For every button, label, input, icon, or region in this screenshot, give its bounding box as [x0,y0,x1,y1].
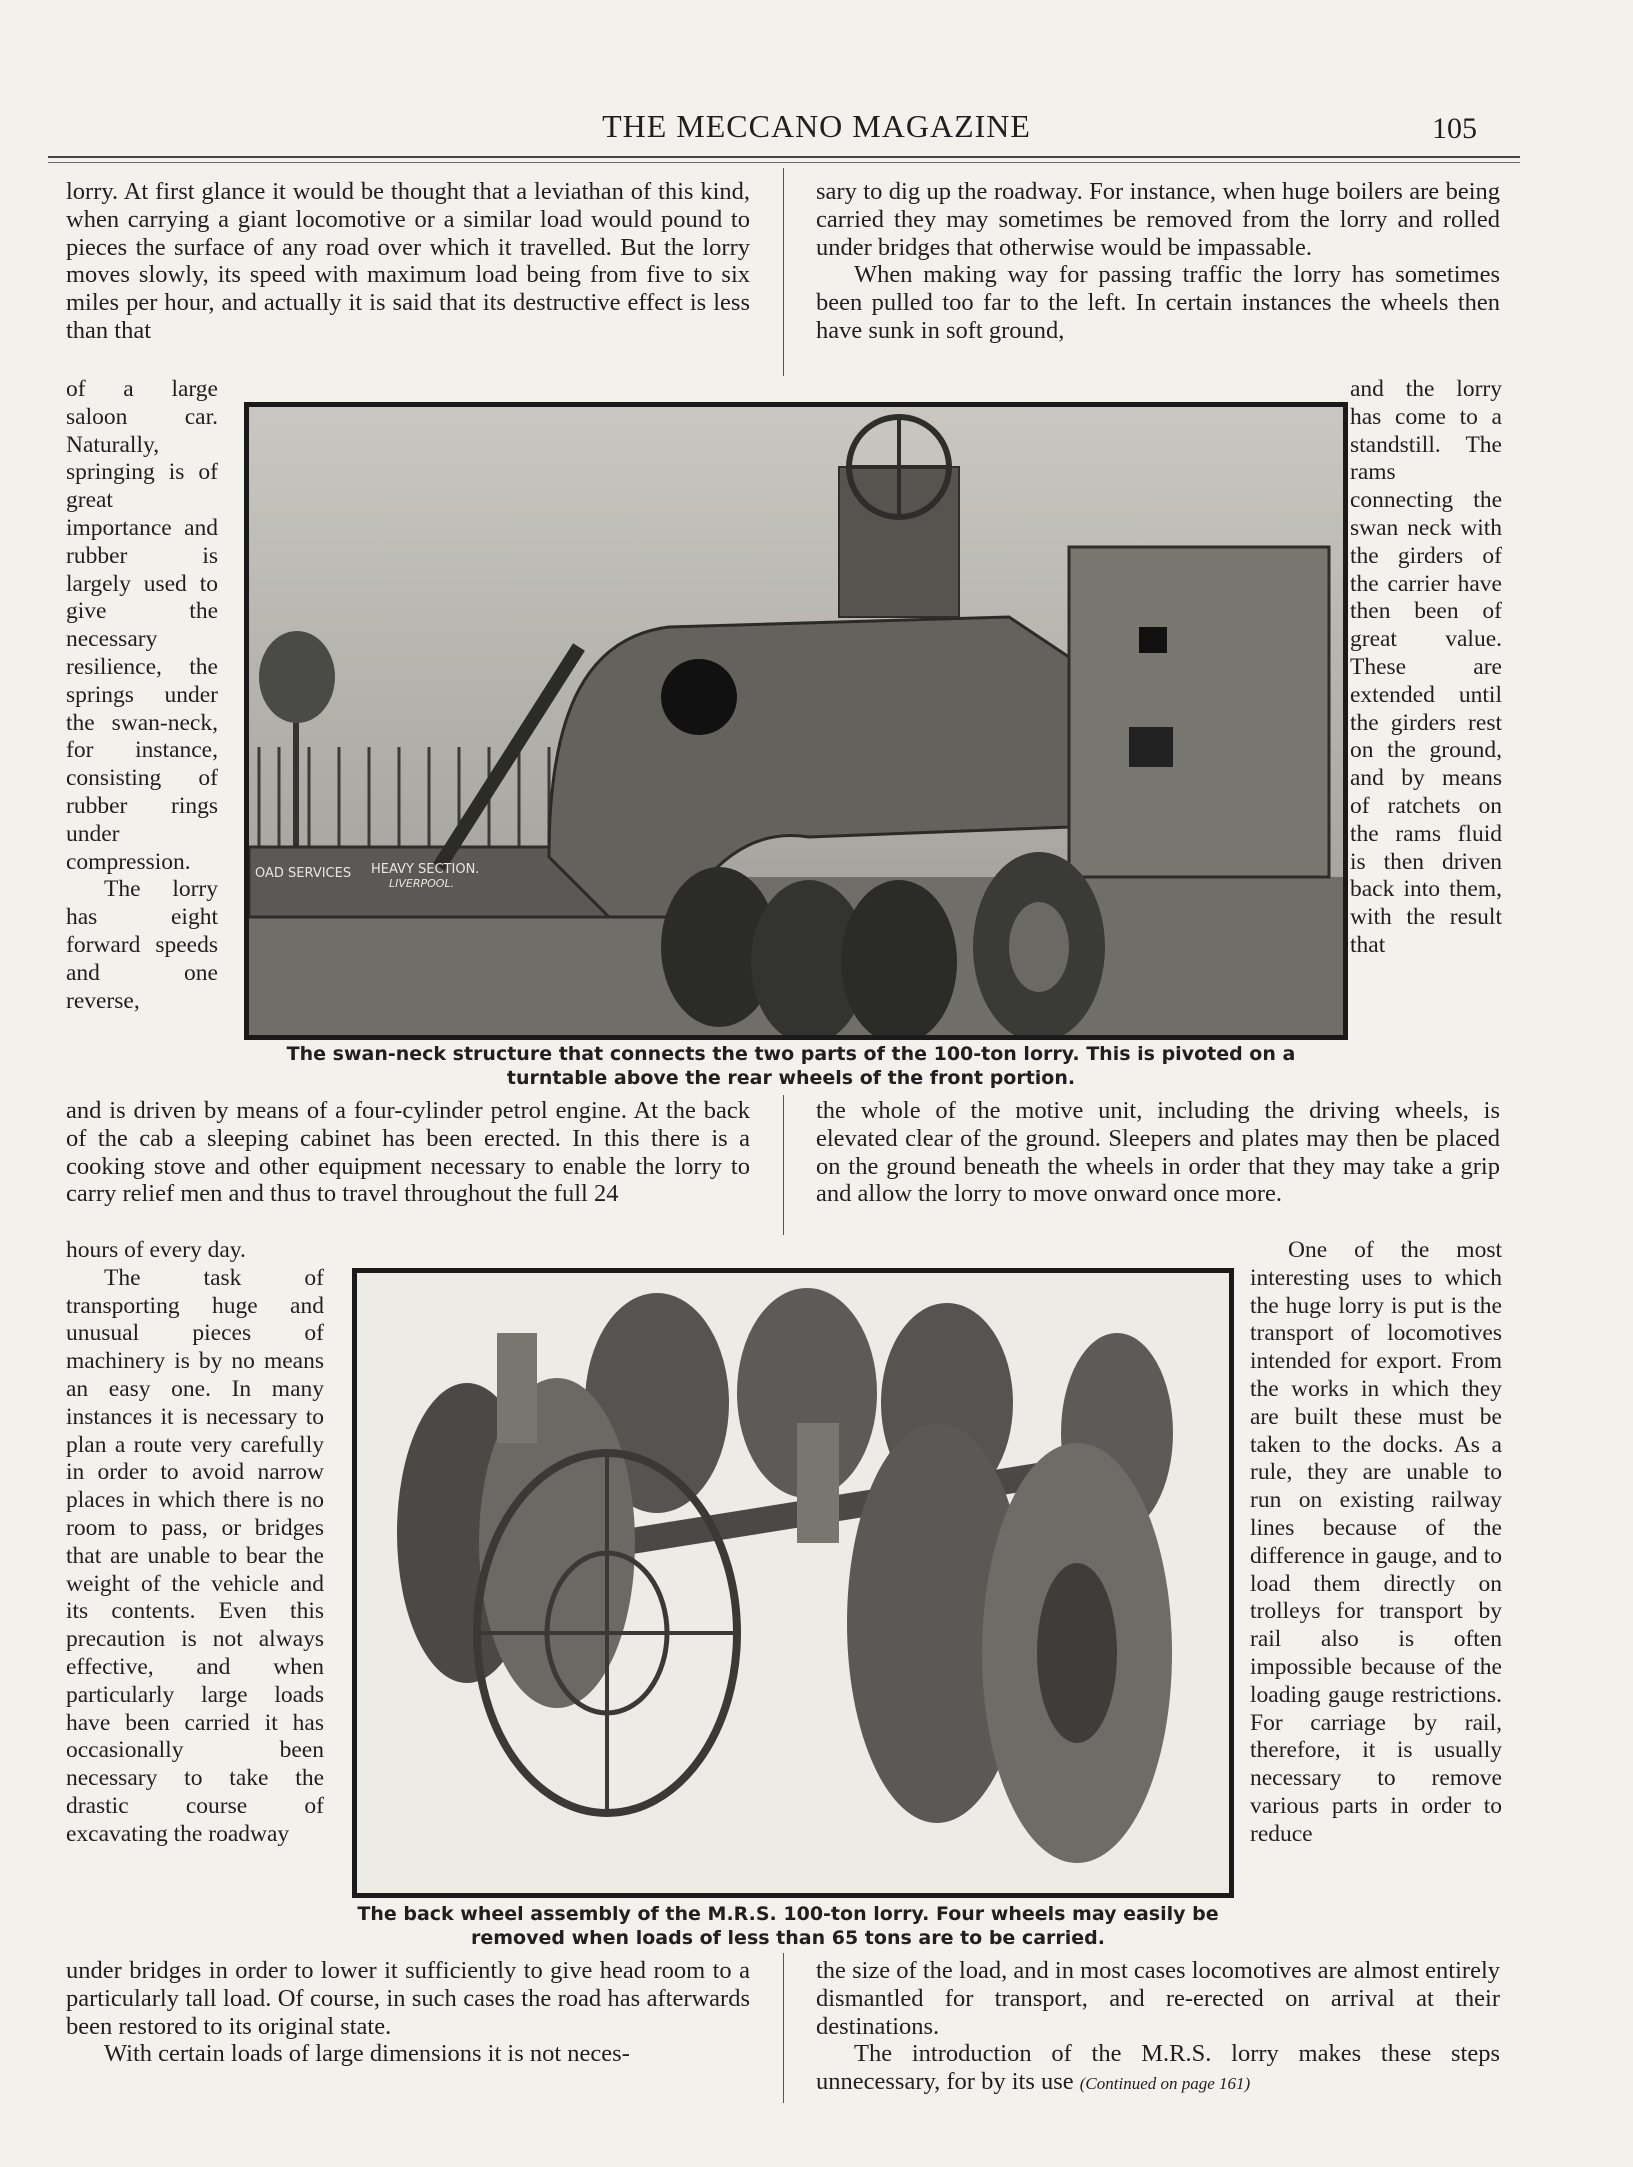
paragraph: the size of the load, and in most cases locomotives are almost entirely dismantled for transport, and re-erected on arrival at their destinations. [816,1957,1500,2040]
header-rule [48,156,1520,158]
paragraph: of a large saloon car. Naturally, springing is of great importance and rubber is largely used to give the necessary resilience, the springs under the swan-neck, for instance, consisting of rubber rings under compression. [66,376,218,875]
paragraph: The lorry has eight forward speeds and one reverse, [66,876,218,1014]
paragraph: sary to dig up the roadway. For instance, when huge boilers are being carried they may sometimes be removed from the lorry and rolled under bridges that otherwise would be impassable. [816,178,1500,261]
paragraph: One of the most interesting uses to which the huge lorry is put is the transport of locomotives intended for export. From the works in which they are built these must be taken to the docks. As a rule, they are unable to run on existing railway lines because of the difference in gauge, and to load them directly on trolleys for transport by rail also is often impossible because of the loading gauge restrictions. For carriage by rail, therefore, it is usually necessary to remove various parts in order to reduce [1250,1237,1502,1847]
magazine-title: THE MECCANO MAGAZINE [602,108,1031,144]
wheel-assembly-photo [352,1268,1234,1898]
column-divider-middle [783,1095,784,1235]
paragraph: With certain loads of large dimensions it is not neces- [104,2040,630,2068]
paragraph: hours of every day. [66,1237,246,1263]
paragraph-text: The introduction of the M.R.S. lorry makes these steps unnecessary, for by its use [816,2040,1500,2096]
column-right-narrow-1 [1350,376,1502,1088]
header-rule-thin [48,162,1520,163]
paragraph: When making way for passing traffic the lorry has sometimes been pulled too far to the left. In certain instances the wheels then have sunk in soft ground, [816,261,1500,344]
column-left-narrow-2 [66,1237,324,1957]
swan-neck-illustration [249,407,1343,1035]
column-bottom-left [66,1957,750,2107]
photo1-caption: The swan-neck structure that connects the two parts of the 100-ton lorry. This is pivoted on a turntable above the rear wheels of the front portion. [286,1043,1296,1089]
column-middle-left [66,1097,750,1237]
paragraph: lorry. At first glance it would be thought that a leviathan of this kind, when carrying a giant locomotive or a similar load would pound to pieces the surface of any road over which it travelled. But the lorry moves slowly, its speed with maximum load being from five to six miles per hour, and actually it is said that its destructive effect is less than that [66,178,750,344]
continued-note: (Continued on page 161) [1079,2074,1251,2094]
photo2-caption: The back wheel assembly of the M.R.S. 100-ton lorry. Four wheels may easily be removed when loads of less than 65 tons are to be carried. [357,1903,1219,1949]
paragraph: the whole of the motive unit, including the driving wheels, is elevated clear of the ground. Sleepers and plates may then be placed on the ground beneath the wheels in order that they may take a grip and allow the lorry to move onward once more. [816,1097,1500,1208]
column-top-right [816,178,1500,376]
paragraph: The task of transporting huge and unusual pieces of machinery is by no means an easy one. In many instances it is necessary to plan a route very carefully in order to avoid narrow places in which there is no room to pass, or bridges that are unable to bear the weight of the vehicle and its contents. Even this precaution is not always effective, and when particularly large loads have been carried it has occasionally been necessary to take the drastic course of excavating the roadway [66,1264,324,1847]
column-divider-top [783,168,784,376]
column-middle-right [816,1097,1500,1237]
page-number: 105 [1432,112,1477,145]
swan-neck-photo [244,402,1348,1040]
column-left-narrow-1 [66,376,218,1088]
sign-text-left: OAD SERVICES [255,866,352,881]
paragraph: and is driven by means of a four-cylinder petrol engine. At the back of the cab a sleeping cabinet has been erected. In this there is a cooking stove and other equipment necessary to enable the lorry to carry relief men and thus to travel throughout the full 24 [66,1097,750,1208]
column-right-narrow-2 [1250,1237,1502,1957]
paragraph: and the lorry has come to a standstill. The rams connecting the swan neck with the girders of the carrier have then been of great value. These are extended until the girders rest on the ground, and by means of ratchets on the rams fluid is then driven back into them, with the result that [1350,376,1502,958]
column-top-left [66,178,750,376]
paragraph: under bridges in order to lower it sufficiently to give head room to a particularly tall load. Of course, in such cases the road has afterwards been restored to its original state. [66,1957,750,2040]
column-divider-bottom [783,1953,784,2103]
sign-text-city: LIVERPOOL. [389,877,455,890]
wheel-assembly-illustration [357,1273,1229,1893]
sign-text-right: HEAVY SECTION. [371,862,480,877]
paragraph [816,2040,1500,2098]
column-bottom-right [816,1957,1500,2107]
